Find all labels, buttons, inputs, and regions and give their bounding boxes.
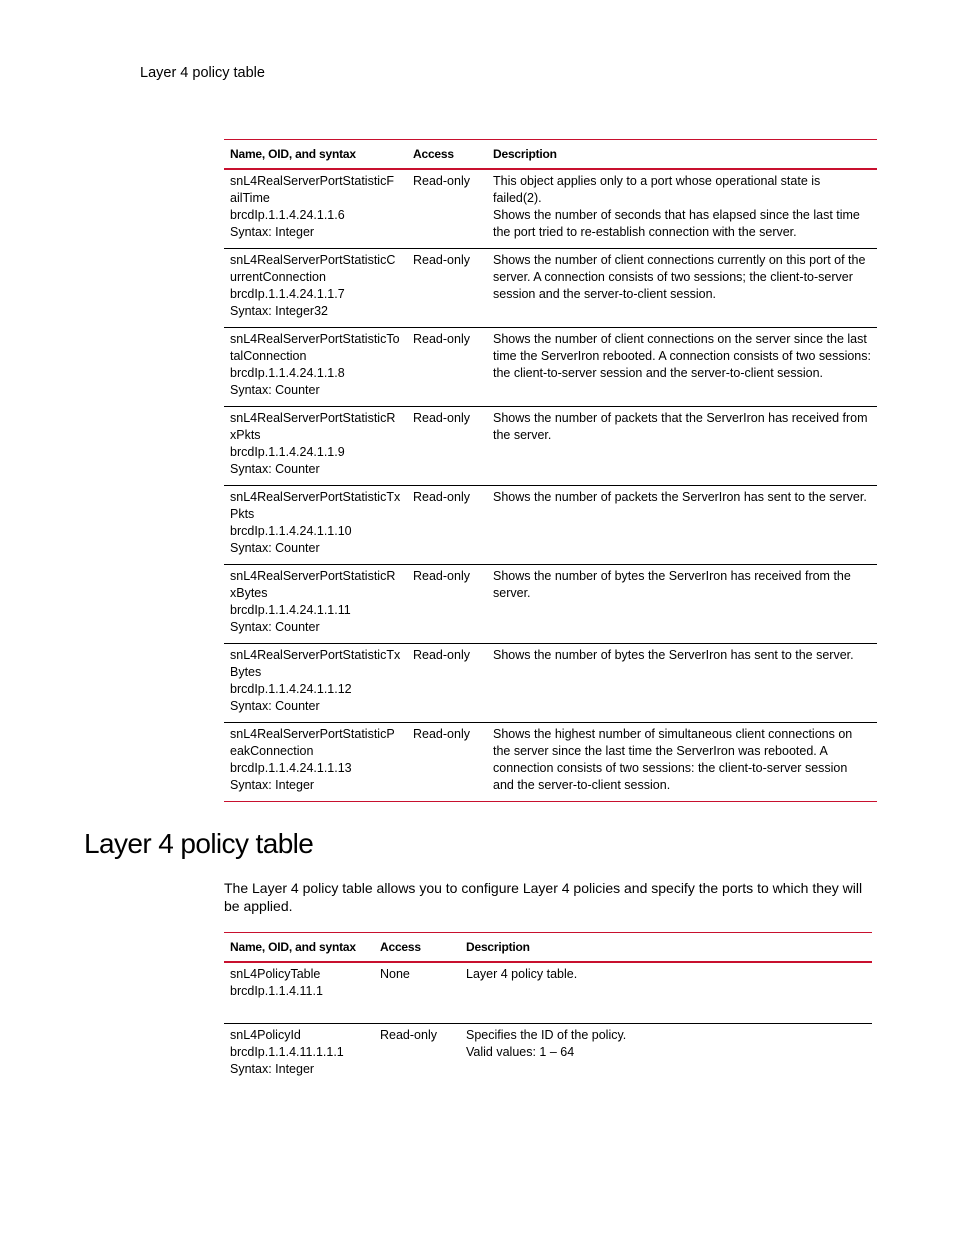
object-name-cell xyxy=(224,723,407,802)
name-line: xBytes xyxy=(230,586,268,600)
description-line: Shows the number of bytes the ServerIron has received from the server. xyxy=(493,569,851,600)
description-cell xyxy=(487,169,877,249)
name-line: xPkts xyxy=(230,428,261,442)
column-header-access: Access xyxy=(374,933,460,963)
table-header-row xyxy=(224,933,872,963)
name-line: snL4RealServerPortStatisticTx xyxy=(230,490,401,504)
table-row xyxy=(224,169,877,249)
access-cell: Read-only xyxy=(407,249,487,328)
name-line: snL4RealServerPortStatisticF xyxy=(230,174,394,188)
name-line: Syntax: Counter xyxy=(230,462,320,476)
description-cell xyxy=(460,1024,872,1085)
name-line: brcdIp.1.1.4.24.1.1.9 xyxy=(230,445,345,459)
column-header-access: Access xyxy=(407,140,487,170)
mib-object-table xyxy=(224,139,877,802)
table-row xyxy=(224,1024,872,1085)
table-row xyxy=(224,328,877,407)
description-line: Specifies the ID of the policy. xyxy=(466,1028,627,1042)
name-line: brcdIp.1.1.4.24.1.1.11 xyxy=(230,603,351,617)
name-line: brcdIp.1.1.4.24.1.1.6 xyxy=(230,208,345,222)
description-line: Layer 4 policy table. xyxy=(466,967,578,981)
description-line: This object applies only to a port whose operational state is failed(2). xyxy=(493,174,821,205)
access-cell: Read-only xyxy=(407,169,487,249)
name-line: snL4RealServerPortStatisticR xyxy=(230,569,396,583)
name-line: Syntax: Integer32 xyxy=(230,304,328,318)
object-name-cell xyxy=(224,407,407,486)
name-line: snL4RealServerPortStatisticTo xyxy=(230,332,400,346)
name-line: Syntax: Integer xyxy=(230,778,315,792)
name-line: Syntax: Counter xyxy=(230,699,320,713)
column-header-name: Name, OID, and syntax xyxy=(224,933,374,963)
description-cell xyxy=(487,723,877,802)
access-cell: Read-only xyxy=(407,486,487,565)
name-line: Syntax: Integer xyxy=(230,225,315,239)
name-line: Syntax: Counter xyxy=(230,383,320,397)
table-row xyxy=(224,407,877,486)
description-cell xyxy=(487,407,877,486)
object-name-cell xyxy=(224,644,407,723)
object-name-cell xyxy=(224,962,374,1024)
name-line: Syntax: Counter xyxy=(230,541,320,555)
description-line: Shows the number of client connections currently on this port of the server. A connection consists of two sessions; the client-to-server session and the server-to-client session. xyxy=(493,253,866,301)
name-line: snL4RealServerPortStatisticR xyxy=(230,411,396,425)
access-cell: None xyxy=(374,962,460,1024)
object-name-cell xyxy=(224,565,407,644)
name-line: Pkts xyxy=(230,507,255,521)
name-line: brcdIp.1.1.4.24.1.1.12 xyxy=(230,682,352,696)
object-name-cell xyxy=(224,328,407,407)
access-cell: Read-only xyxy=(407,723,487,802)
table-row xyxy=(224,249,877,328)
description-cell xyxy=(487,328,877,407)
name-line: brcdIp.1.1.4.11.1 xyxy=(230,984,323,998)
table-row xyxy=(224,486,877,565)
policy-table xyxy=(224,932,872,1084)
description-cell xyxy=(487,644,877,723)
section-heading: Layer 4 policy table xyxy=(84,828,314,859)
access-cell: Read-only xyxy=(407,644,487,723)
table-row xyxy=(224,962,872,1024)
column-header-description: Description xyxy=(460,933,872,963)
description-line: Shows the number of packets the ServerIron has sent to the server. xyxy=(493,490,867,504)
name-line: snL4RealServerPortStatisticP xyxy=(230,727,395,741)
name-line: eakConnection xyxy=(230,744,314,758)
table-row xyxy=(224,723,877,802)
access-cell: Read-only xyxy=(380,1028,437,1042)
description-cell xyxy=(487,565,877,644)
access-cell: Read-only xyxy=(407,565,487,644)
name-line: snL4RealServerPortStatisticTx xyxy=(230,648,401,662)
object-name-cell xyxy=(224,1024,374,1085)
name-line: brcdIp.1.1.4.24.1.1.8 xyxy=(230,366,345,380)
section-intro: The Layer 4 policy table allows you to configure Layer 4 policies and specify the ports to which they will be applied. xyxy=(224,880,863,914)
description-line: Shows the highest number of simultaneous client connections on the server since the last time the ServerIron was rebooted. A connection consists of two sessions: the client-to-server session and the server-to-client session. xyxy=(493,727,853,792)
name-line: snL4RealServerPortStatisticC xyxy=(230,253,396,267)
description-line: Shows the number of bytes the ServerIron has sent to the server. xyxy=(493,648,854,662)
object-name-cell xyxy=(224,486,407,565)
name-line: Syntax: Integer xyxy=(230,1062,315,1076)
table-row xyxy=(224,565,877,644)
description-line: Shows the number of client connections on the server since the last time the ServerIron rebooted. A connection consists of two sessions: the client-to-server session and the server-to-client session. xyxy=(493,332,871,380)
table-header-row xyxy=(224,140,877,170)
name-line: snL4PolicyTable xyxy=(230,967,321,981)
object-name-cell xyxy=(224,169,407,249)
description-cell xyxy=(460,962,872,1024)
name-line: ailTime xyxy=(230,191,270,205)
name-line: Syntax: Counter xyxy=(230,620,320,634)
column-header-description: Description xyxy=(487,140,877,170)
description-line: Shows the number of packets that the ServerIron has received from the server. xyxy=(493,411,868,442)
description-cell xyxy=(487,486,877,565)
name-line: brcdIp.1.1.4.24.1.1.10 xyxy=(230,524,352,538)
table-row xyxy=(224,644,877,723)
description-cell xyxy=(487,249,877,328)
name-line: talConnection xyxy=(230,349,307,363)
name-line: urrentConnection xyxy=(230,270,326,284)
access-cell: Read-only xyxy=(407,407,487,486)
name-line: brcdIp.1.1.4.24.1.1.7 xyxy=(230,287,345,301)
access-cell: Read-only xyxy=(407,328,487,407)
column-header-name: Name, OID, and syntax xyxy=(224,140,407,170)
name-line: brcdIp.1.1.4.11.1.1.1 xyxy=(230,1045,344,1059)
description-line: Valid values: 1 – 64 xyxy=(466,1045,575,1059)
name-line: snL4PolicyId xyxy=(230,1028,301,1042)
running-header: Layer 4 policy table xyxy=(140,65,265,81)
name-line: brcdIp.1.1.4.24.1.1.13 xyxy=(230,761,352,775)
object-name-cell xyxy=(224,249,407,328)
description-line: Shows the number of seconds that has elapsed since the last time the port tried to re-establish connection with the server. xyxy=(493,208,860,239)
name-line: Bytes xyxy=(230,665,262,679)
